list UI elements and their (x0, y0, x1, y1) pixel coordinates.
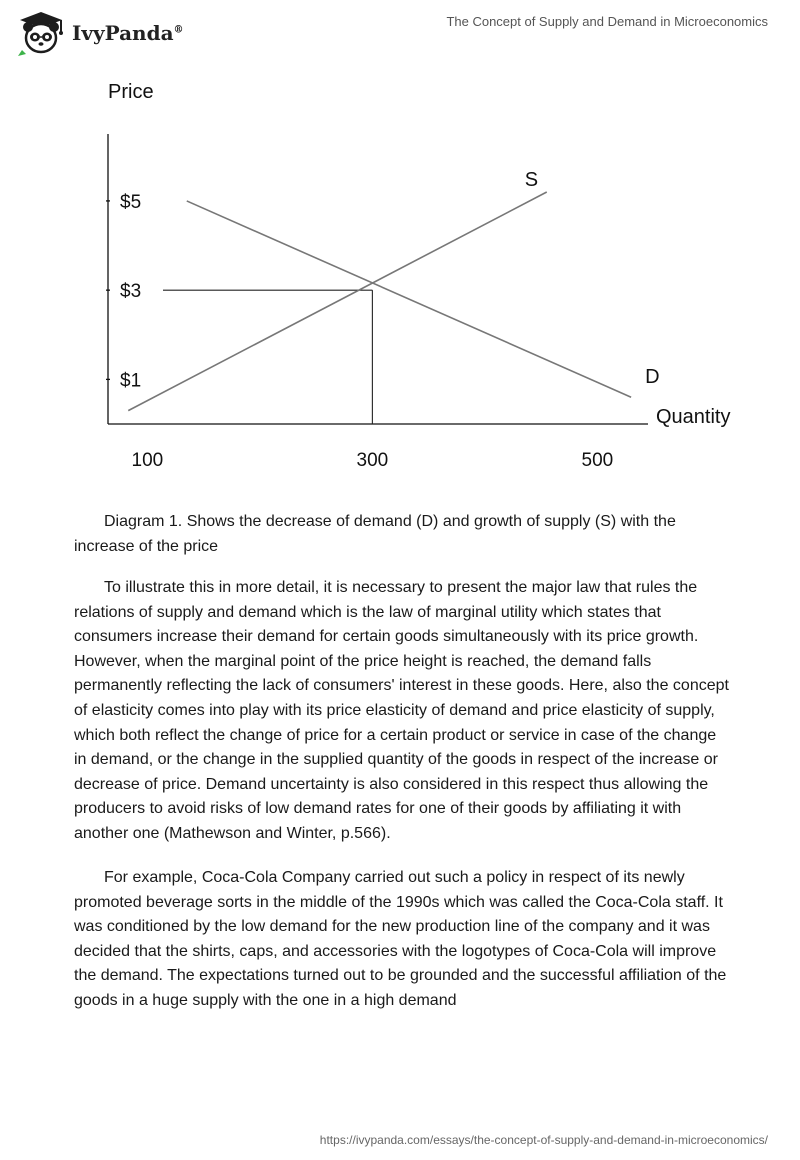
y-tick-label: $1 (120, 370, 142, 392)
y-tick-label: $5 (120, 191, 142, 213)
body-paragraph-2: For example, Coca-Cola Company carried out such a policy in respect of its newly promoted beverage sorts in the middle of the 1990s which was called the Coca-Cola staff. It was conditioned by the low demand for the new production line of the company and it was decided that the shirts, caps, and accessories with the logotypes of Coca-Cola will improve the demand. The expectations turned out to be grounded and the successful affiliation of the goods in a huge supply with the one in a high demand (74, 869, 727, 1009)
source-url-link[interactable]: https://ivypanda.com/essays/the-concept-of-supply-and-demand-in-microeconomics/ (319, 1133, 768, 1147)
panda-graduate-icon (16, 10, 66, 56)
demand-curve-label: D (645, 366, 660, 389)
body-paragraph-1: To illustrate this in more detail, it is necessary to present the major law that rules the relations of supply and demand which is the law of marginal utility which states that consumers increase their demand for certain goods simultaneously with its price growth. However, when the marginal point of the price height is reached, the demand falls permanently reflecting the lack of consumers' interest in these goods. Here, also the concept of elasticity comes into play with its price elasticity of demand and price elasticity of supply, which both reflect the change of price for a certain product or service in case of the change in demand, or the change in the supplied quantity of the goods in respect of the increase or decrease of price. Demand uncertainty is also considered in this respect thus allowing the producers to avoid risks of low demand rates for one of their goods by affiliating it with another one (Mathewson and Winter, p.566). (74, 579, 729, 842)
x-tick-label: 100 (131, 450, 164, 471)
supply-curve (128, 192, 547, 411)
x-tick-label: 300 (356, 450, 389, 471)
y-tick-label: $3 (120, 281, 142, 303)
demand-curve (187, 201, 631, 397)
x-tick-label: 500 (581, 450, 614, 471)
brand-logo[interactable] (16, 8, 216, 58)
diagram-caption: Diagram 1. Shows the decrease of demand (D) and growth of supply (S) with the increase of the price (74, 513, 676, 555)
supply-demand-chart (0, 60, 800, 500)
brand-name: IvyPanda® (72, 21, 184, 45)
y-axis-label: Price (108, 81, 154, 103)
document-title: The Concept of Supply and Demand in Microeconomics (446, 14, 768, 29)
supply-curve-label: S (524, 169, 539, 191)
x-axis-label: Quantity (656, 406, 731, 428)
